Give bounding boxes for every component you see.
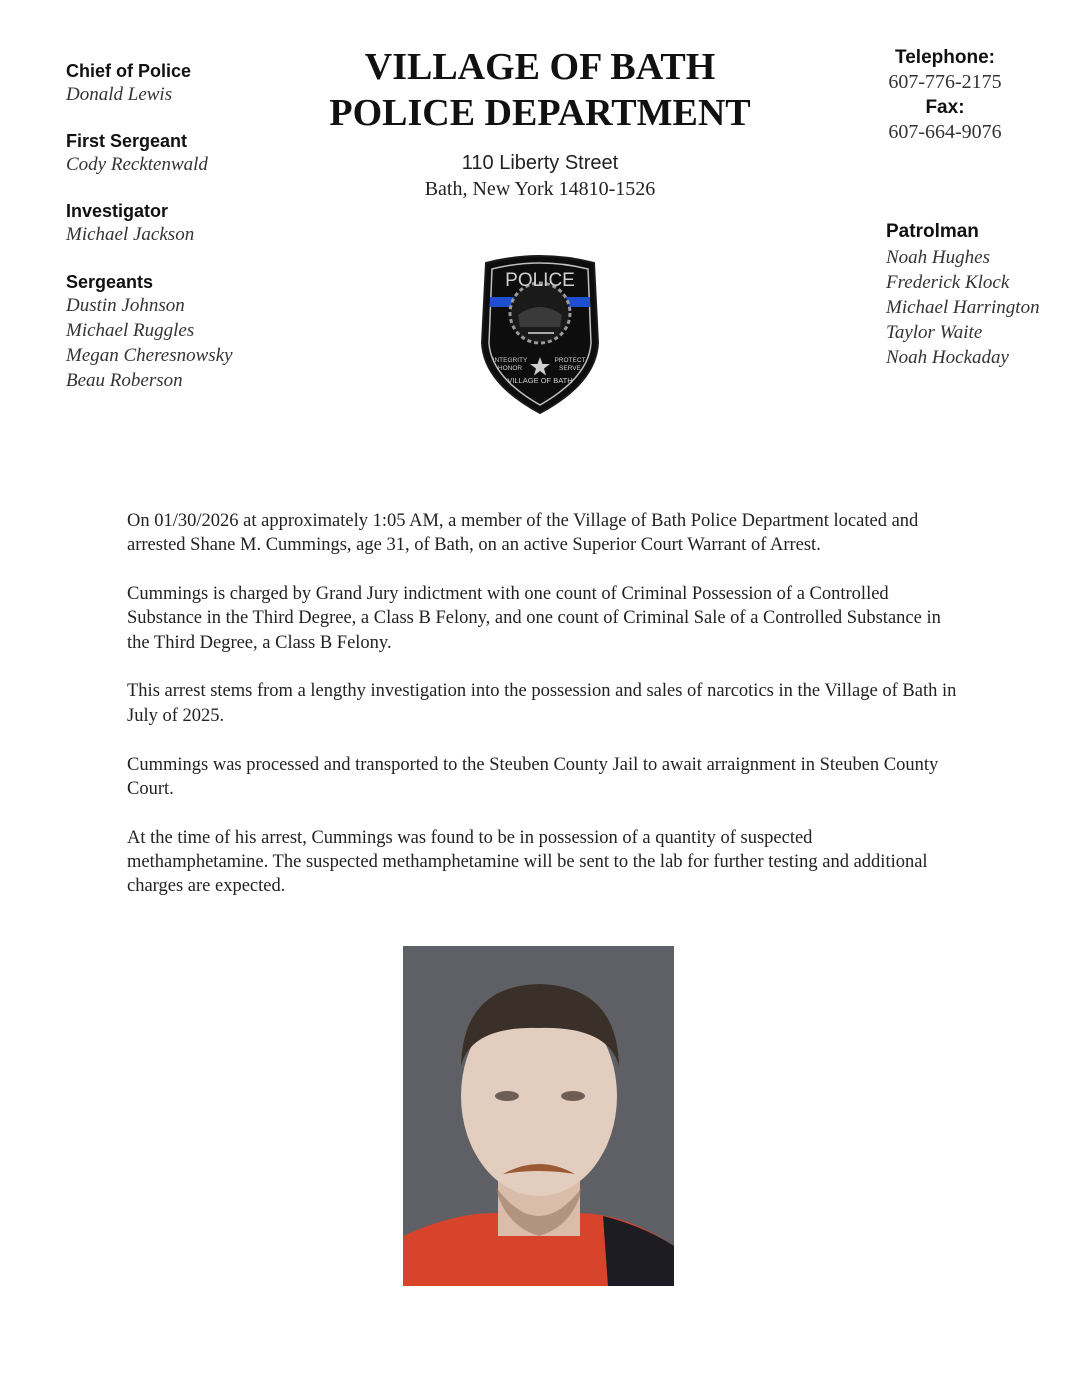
fax-number: 607-664-9076 (888, 121, 1002, 143)
staff-group-investigator (66, 200, 233, 247)
badge-motto-right-1: PROTECT (554, 357, 586, 364)
telephone-number: 607-776-2175 (888, 71, 1002, 93)
fax-label: Fax: (925, 97, 965, 118)
staff-name: Donald Lewis (66, 84, 173, 105)
role-label: First Sergeant (66, 131, 188, 151)
staff-group-first-sergeant (66, 130, 233, 177)
staff-name: Michael Ruggles (66, 320, 195, 341)
press-release-body (127, 509, 957, 923)
staff-name: Noah Hughes (886, 247, 990, 268)
badge-motto-right-2: SERVE (559, 365, 581, 372)
role-label: Sergeants (66, 272, 154, 292)
staff-name: Michael Harrington (886, 297, 1040, 318)
staff-name: Taylor Waite (886, 322, 983, 343)
paragraph-investigation: This arrest stems from a lengthy investigation into the possession and sales of narcotics in the Village of Bath in July of 2025. (127, 681, 957, 726)
staff-name: Cody Recktenwald (66, 154, 208, 175)
badge-motto-left-2: HONOR (497, 365, 523, 372)
telephone-label: Telephone: (895, 47, 995, 68)
role-label: Investigator (66, 201, 169, 221)
staff-name: Noah Hockaday (886, 347, 1009, 368)
staff-left-column (66, 60, 233, 393)
staff-name: Beau Roberson (66, 370, 183, 391)
address-city: Bath, New York 14810-1526 (424, 178, 656, 200)
staff-name: Frederick Klock (886, 272, 1010, 293)
staff-name: Megan Cheresnowsky (66, 345, 233, 366)
staff-name: Dustin Johnson (66, 295, 185, 316)
badge-top-text: POLICE (505, 270, 575, 291)
contact-block (870, 47, 1020, 145)
badge-shield-icon (478, 253, 602, 415)
address-street: 110 Liberty Street (461, 152, 619, 174)
staff-group-sergeants (66, 271, 233, 393)
department-title (300, 44, 780, 136)
role-label: Chief of Police (66, 61, 192, 81)
mugshot-photo (403, 946, 674, 1286)
staff-group-chief (66, 60, 233, 107)
police-badge-logo (478, 253, 602, 415)
paragraph-processing: Cummings was processed and transported to the Steuben County Jail to await arraignment in Steuben County Court. (127, 754, 939, 799)
paragraph-arrest: On 01/30/2026 at approximately 1:05 AM, a member of the Village of Bath Police Department located and arrested Shane M. Cummings, age 31, of Bath, on an active Superior Court Warrant of Arrest. (127, 511, 919, 556)
staff-name: Michael Jackson (66, 224, 195, 245)
badge-motto-left-1: INTEGRITY (492, 357, 528, 364)
paragraph-possession: At the time of his arrest, Cummings was found to be in possession of a quantity of suspected methamphetamine. The suspected methamphetamine will be sent to the lab for further testing and additional charges are expected. (127, 827, 928, 897)
role-label: Patrolman (886, 221, 979, 242)
title-line-2: POLICE DEPARTMENT (329, 92, 751, 134)
patrolman-column (886, 221, 1040, 370)
badge-bottom-text: VILLAGE OF BATH (507, 376, 573, 385)
paragraph-charges: Cummings is charged by Grand Jury indictment with one count of Criminal Possession of a Controlled Substance in the Third Degree, a Class B Felony, and one count of Criminal Sale of a Controlled Substance in the Third Degree, a Class B Felony. (127, 584, 941, 653)
title-line-1: VILLAGE OF BATH (364, 46, 716, 88)
portrait-image (403, 946, 674, 1286)
